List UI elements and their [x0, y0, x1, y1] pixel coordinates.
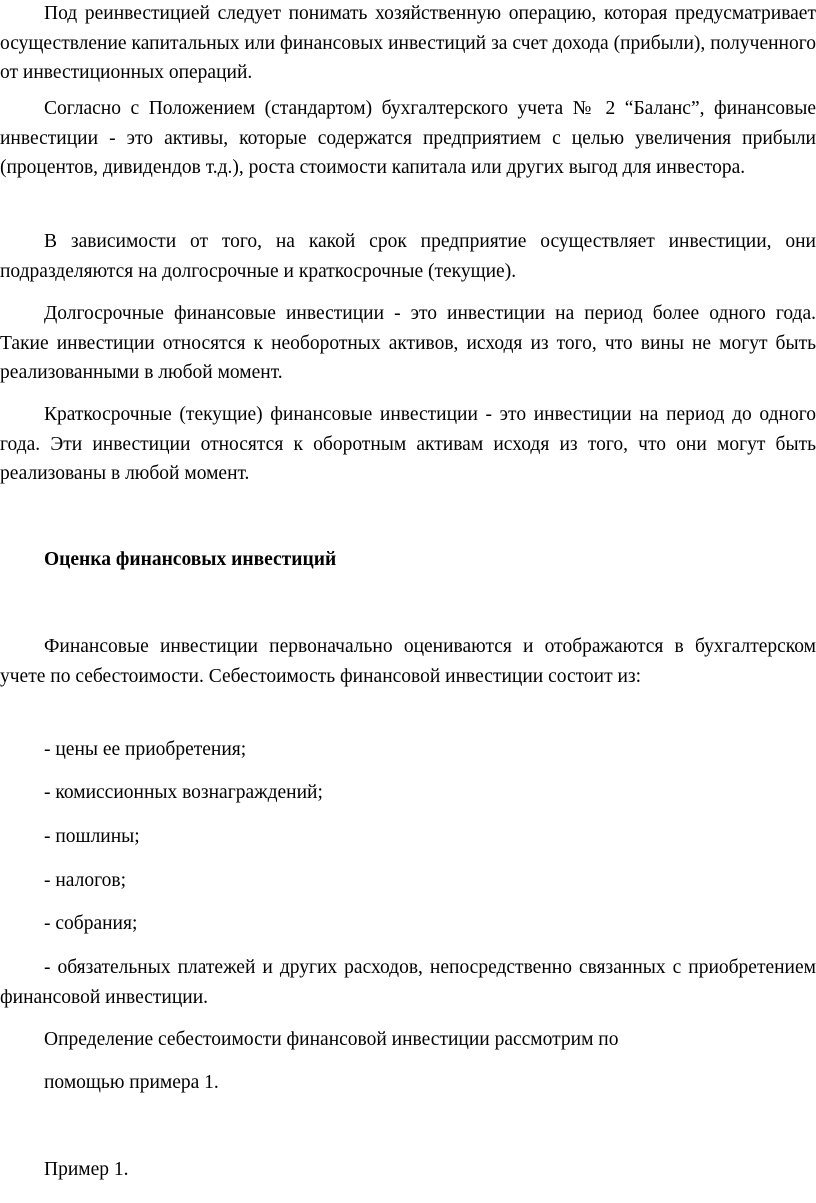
paragraph-reinvestment: Под реинвестицией следует понимать хозяйственную операцию, которая предусматривает осуществление капитальных или финансовых инвестиций за счет дохода (прибыли), полученного от инвестиционных операций.	[0, 3, 816, 83]
paragraph-example-ref-line1: Определение себестоимости финансовой инвестиции рассмотрим по	[44, 1029, 619, 1050]
paragraph-long-term: Долгосрочные финансовые инвестиции - это инвестиции на период более одного года. Такие инвестиции относятся к необоротных активов, исходя из того, что вины не могут быть реализованными в любой момент.	[0, 303, 816, 383]
list-item-other-payments: - обязательных платежей и других расходов, непосредственно связанных с приобретением финансовой инвестиции.	[0, 957, 816, 1008]
list-item-commissions: - комиссионных вознаграждений;	[44, 782, 323, 803]
paragraph-definition: Согласно с Положением (стандартом) бухгалтерского учета № 2 “Баланс”, финансовые инвестиции - это активы, которые содержатся предприятием с целью увеличения прибыли (процентов, дивидендов т.д.), роста стоимости капитала или других выгод для инвестора.	[0, 98, 816, 178]
section-heading: Оценка финансовых инвестиций	[44, 549, 337, 570]
paragraph-short-term: Краткосрочные (текущие) финансовые инвестиции - это инвестиции на период до одного года. Эти инвестиции относятся к оборотным активам исходя из того, что они могут быть реализованы в любой момент.	[0, 404, 816, 484]
list-item-taxes: - налогов;	[44, 870, 126, 891]
list-item-price: - цены ее приобретения;	[44, 739, 247, 760]
paragraph-cost-intro: Финансовые инвестиции первоначально оцениваются и отображаются в бухгалтерском учете по себестоимости. Себестоимость финансовой инвестиции состоит из:	[0, 636, 816, 687]
list-item-duties: - пошлины;	[44, 826, 140, 847]
list-item-fees: - собрания;	[44, 913, 138, 934]
paragraph-example-ref-line2: помощью примера 1.	[44, 1072, 219, 1093]
example-label: Пример 1.	[44, 1159, 129, 1180]
paragraph-term-classification: В зависимости от того, на какой срок предприятие осуществляет инвестиции, они подразделяются на долгосрочные и краткосрочные (текущие).	[0, 231, 816, 282]
